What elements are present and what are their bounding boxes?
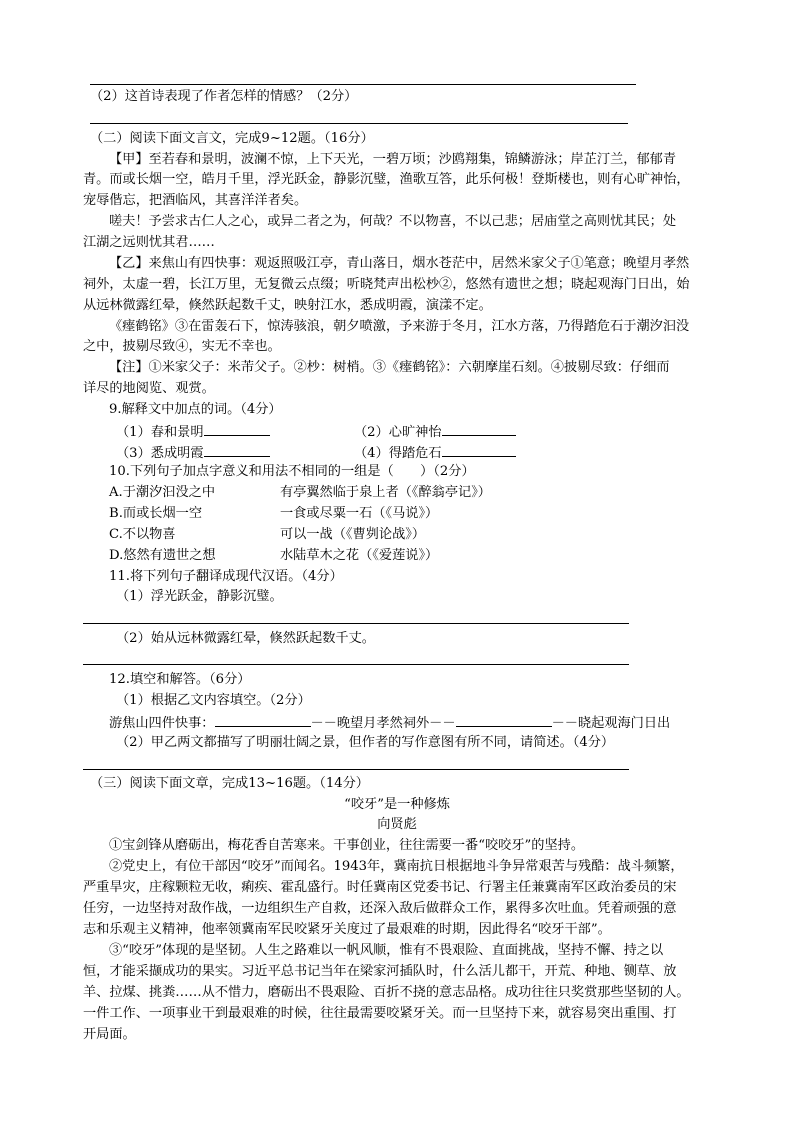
jia-line: 青。而或长烟一空，皓月千里，浮光跃金，静影沉璧，渔歌互答，此乐何极！登斯楼也，则有心旷神怡，: [83, 172, 690, 187]
question-2: （2）这首诗表现了作者怎样的情感？（2分）: [90, 89, 358, 104]
section-3-heading: （三）阅读下面文章，完成13~16题。（14分）: [90, 776, 369, 791]
question-10: 10.下列句子加点字意义和用法不相同的一组是（ ）（2分）: [109, 464, 475, 479]
q10-option-d: D.悠然有遗世之想: [109, 548, 216, 563]
q10-option-a: A.于潮汐汩没之中: [109, 485, 216, 500]
q12-sub-2: （2）甲乙两文都描写了明丽壮阔之景，但作者的写作意图有所不同，请简述。（4分）: [116, 735, 615, 750]
jia-line: 江湖之远则忧其君……: [83, 235, 215, 250]
answer-line: [90, 84, 636, 85]
jia-line: 【甲】至若春和景明，波澜不惊，上下天光，一碧万顷；沙鸥翔集，锦鳞游泳；岸芷汀兰，郁郁青: [109, 152, 677, 167]
article-paragraph: ③“咬牙”体现的是坚韧。人生之路难以一帆风顺，惟有不畏艰险、直面挑战，坚持不懈、持之以: [109, 943, 664, 958]
article-paragraph: 任穷，一边坚持对敌作战，一边组织生产自救，还深入敌后做群众工作，累得多次吐血。凭着顽强的意: [83, 901, 677, 916]
q10-option-b-compare: 一食或尽粟一石（《马说》）: [280, 506, 439, 521]
jia-line: 宠辱偕忘，把酒临风，其喜洋洋者矣。: [83, 193, 308, 208]
yi-line: 从远林微露红晕，倏然跃起数千丈，映射江水，悉成明霞，演漾不定。: [83, 298, 492, 313]
answer-line[interactable]: [83, 769, 629, 770]
q10-option-b: B.而或长烟一空: [109, 506, 203, 521]
q9-item-2: （2）心旷神怡: [354, 421, 516, 443]
q9-item-3: （3）悉成明霞: [116, 442, 270, 464]
article-paragraph: ①宝剑锋从磨砺出，梅花香自苦寒来。干事创业，往往需要一番“咬咬牙”的坚持。: [109, 838, 585, 853]
q11-item-2: （2）始从远林微露红晕，倏然跃起数千丈。: [116, 631, 375, 646]
article-paragraph: 恒，才能采撷成功的果实。习近平总书记当年在梁家河插队时，什么活儿都干，开荒、种地、铡草、放: [83, 964, 677, 979]
yi-line: 《瘗鹤铭》③在雷轰石下，惊涛骇浪，朝夕喷激，予来游于冬月，江水方落，乃得踏危石于潮汐汩没: [109, 319, 690, 334]
article-paragraph: 严重旱灾，庄稼颗粒无收，痢疾、霍乱盛行。时任冀南区党委书记、行署主任兼冀南军区政治委员的宋: [83, 880, 677, 895]
q9-item-4: （4）得踏危石: [354, 442, 516, 464]
question-12: 12.填空和解答。（6分）: [109, 672, 251, 687]
article-title: “咬牙”是一种修炼: [344, 797, 450, 812]
article-paragraph: 志和乐观主义精神，他率领冀南军民咬紧牙关度过了最艰难的时期，因此得名“咬牙干部”。: [83, 922, 611, 937]
jia-line: 嗟夫！予尝求古仁人之心，或异二者之为，何哉？不以物喜，不以己悲；居庙堂之高则忧其民；处: [109, 214, 677, 229]
yi-line: 之中，披剔尽致④，实无不幸也。: [83, 339, 281, 354]
fill-blank[interactable]: [204, 442, 270, 457]
yi-line: 祠外，太虚一碧，长江万里，无复微云点缀；听晓梵声出松杪②，悠然有遗世之想；晓起观海门日出，始: [83, 277, 690, 292]
fill-blank[interactable]: [456, 712, 552, 727]
q12-fill-line: 游焦山四件快事： －－晚望月孝然祠外－－ －－晓起观海门日出: [109, 712, 670, 734]
fill-blank[interactable]: [442, 421, 516, 436]
q11-item-1: （1）浮光跃金，静影沉璧。: [116, 589, 283, 604]
article-author: 向贤彪: [377, 817, 417, 832]
q10-option-d-compare: 水陆草木之花（《爱莲说》）: [280, 548, 439, 563]
article-paragraph: 一件工作、一项事业干到最艰难的时候，往往最需要咬紧牙关。而一旦坚持下来，就容易突出重围、打: [83, 1006, 677, 1021]
fill-blank[interactable]: [215, 712, 311, 727]
note-line: 【注】①米家父子：米芾父子。②杪：树梢。③《瘗鹤铭》：六朝摩崖石刻。④披剔尽致：仔细而: [109, 360, 670, 375]
q12-sub-1: （1）根据乙文内容填空。（2分）: [116, 693, 311, 708]
answer-line[interactable]: [83, 664, 629, 665]
question-11: 11.将下列句子翻译成现代汉语。（4分）: [109, 569, 343, 584]
yi-line: 【乙】来焦山有四快事：观返照吸江亭，青山落日，烟水苍茫中，居然米家父子①笔意；晚望月孝然: [109, 256, 690, 271]
q10-option-a-compare: 有亭翼然临于泉上者（《醉翁亭记》）: [280, 485, 491, 500]
fill-blank[interactable]: [442, 442, 516, 457]
q9-item-1: （1）春和景明: [116, 421, 270, 443]
article-paragraph: 羊、拉煤、挑粪……从不惜力，磨砺出不畏艰险、百折不挠的意志品格。成功往往只奖赏那些坚韧的人。: [83, 985, 690, 1000]
article-paragraph: 开局面。: [83, 1027, 136, 1042]
question-9: 9.解释文中加点的词。（4分）: [109, 402, 282, 417]
article-paragraph: ②党史上，有位干部因“咬牙”而闻名。1943年，冀南抗日根据地斗争异常艰苦与残酷：战斗频繁，: [109, 859, 684, 874]
fill-blank[interactable]: [204, 421, 270, 436]
q10-option-c-compare: 可以一战（《曹刿论战》）: [280, 527, 426, 542]
q10-option-c: C.不以物喜: [109, 527, 176, 542]
answer-line[interactable]: [83, 623, 629, 624]
answer-line: [90, 123, 628, 124]
note-line: 详尽的地阅览、观赏。: [83, 381, 215, 396]
section-2-heading: （二）阅读下面文言文，完成9~12题。（16分）: [90, 131, 374, 146]
